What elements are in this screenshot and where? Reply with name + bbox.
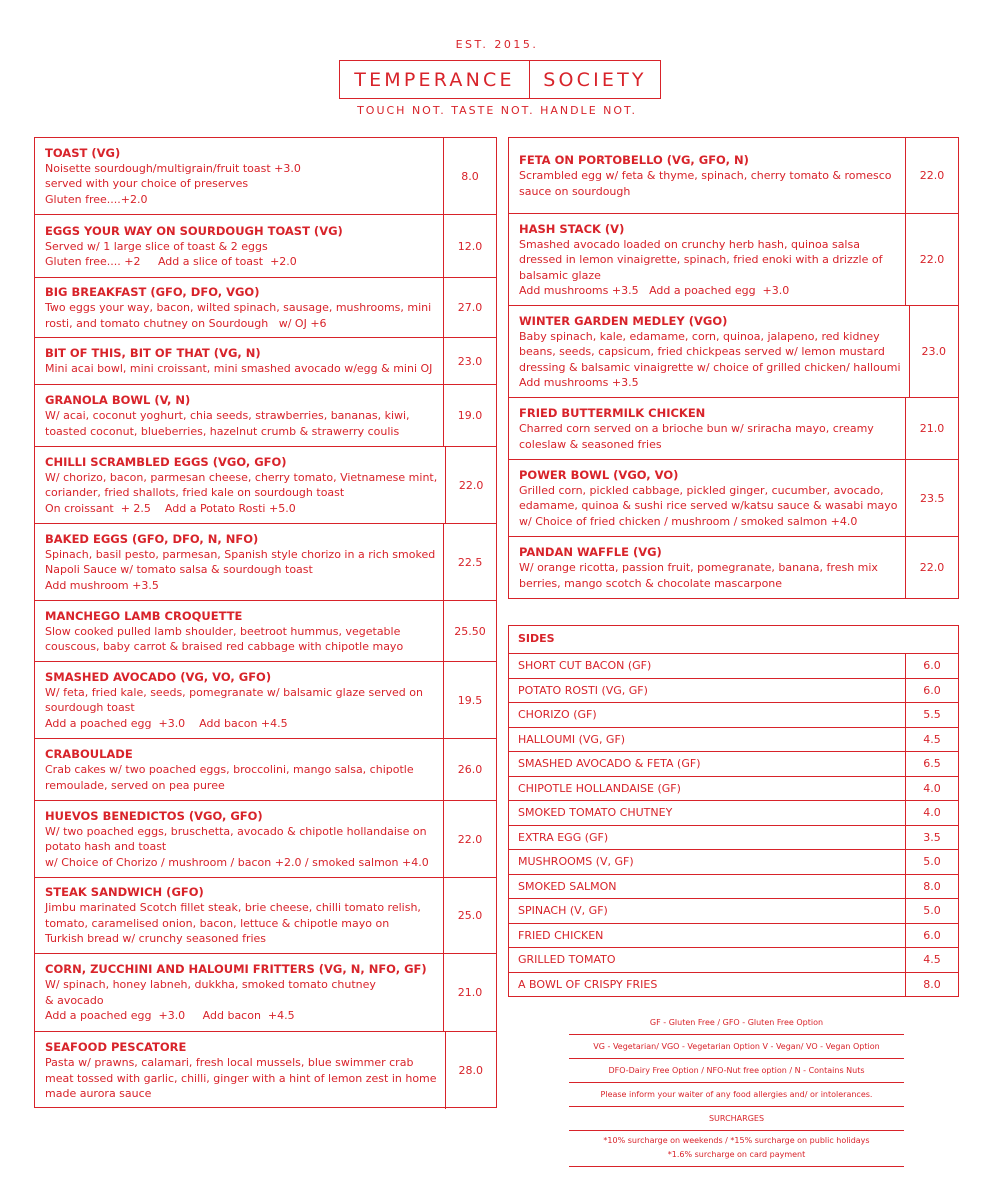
- menu-item-description: [509, 537, 906, 598]
- menu-item: [509, 138, 958, 214]
- menu-item: [509, 306, 958, 398]
- menu-item-detail: dressed in lemon vinaigrette, spinach, fried enoki with a drizzle of: [519, 253, 883, 266]
- menu-item-description: [35, 524, 444, 600]
- menu-item: [509, 460, 958, 537]
- side-item-price: 4.5: [923, 953, 941, 967]
- menu-item-detail: Baby spinach, kale, edamame, corn, quinoa, jalapeno, red kidney: [519, 329, 880, 343]
- side-item-price: 5.0: [923, 904, 941, 918]
- menu-item-description: [35, 601, 444, 661]
- menu-item-description: [509, 306, 910, 397]
- menu-item-description: [35, 739, 444, 800]
- menu-item-title: CHILLI SCRAMBLED EGGS (VGO, GFO): [45, 454, 287, 469]
- menu-item-detail: made aurora sauce: [45, 1087, 152, 1101]
- menu-item-detail: Pasta w/ prawns, calamari, fresh local mussels, blue swimmer crab: [45, 1056, 414, 1070]
- menu-item-detail: Add mushrooms +3.5 Add a poached egg +3.0: [519, 284, 790, 297]
- menu-item-detail: Charred corn served on a brioche bun w/ sriracha mayo, creamy: [519, 422, 874, 435]
- surcharge-card: *1.6% surcharge on card payment: [667, 1150, 806, 1159]
- menu-item: [35, 385, 496, 447]
- surcharges-heading: SURCHARGES: [569, 1107, 904, 1131]
- menu-item-detail: meat tossed with garlic, chilli, ginger with a hint of lemon zest in home: [45, 1071, 437, 1085]
- menu-item: [35, 447, 496, 524]
- menu-item-detail: W/ orange ricotta, passion fruit, pomegranate, banana, fresh mix: [519, 561, 878, 574]
- menu-item-price: 22.0: [458, 478, 484, 492]
- menu-item-price: 23.5: [919, 491, 945, 505]
- side-item: [509, 826, 958, 851]
- menu-item-detail: Mini acai bowl, mini croissant, mini smashed avocado w/egg & mini OJ: [45, 362, 433, 376]
- side-item-price: 8.0: [923, 879, 941, 893]
- side-item: [509, 875, 958, 900]
- menu-item-price: 23.0: [457, 354, 483, 368]
- menu-item-description: [35, 385, 444, 446]
- menu-item-price: 19.5: [457, 693, 483, 707]
- side-item: [509, 948, 958, 973]
- side-item-name: GRILLED TOMATO: [509, 948, 906, 972]
- menu-item-title: STEAK SANDWICH (GFO): [45, 885, 204, 900]
- legend-vegetarian: VG - Vegetarian/ VGO - Vegetarian Option V - Vegan/ VO - Vegan Option: [569, 1035, 904, 1059]
- menu-item-detail: Scrambled egg w/ feta & thyme, spinach, cherry tomato & romesco: [519, 169, 892, 182]
- menu-item-title: MANCHEGO LAMB CROQUETTE: [45, 608, 243, 623]
- menu-item-title: BAKED EGGS (GFO, DFO, N, NFO): [45, 531, 259, 546]
- menu-item-detail: Crab cakes w/ two poached eggs, broccolini, mango salsa, chipotle: [45, 763, 414, 776]
- menu-item-detail: Noisette sourdough/multigrain/fruit toast +3.0: [45, 161, 301, 175]
- menu-item-price: 22.0: [919, 169, 945, 182]
- menu-item-detail: sauce on sourdough: [519, 184, 631, 198]
- side-item-name: MUSHROOMS (V, GF): [509, 850, 906, 874]
- side-item-name: SHORT CUT BACON (GF): [509, 654, 906, 678]
- side-item: [509, 850, 958, 875]
- menu-item-detail: W/ spinach, honey labneh, dukkha, smoked tomato chutney: [45, 978, 376, 992]
- menu-item: [35, 1032, 496, 1109]
- menu-item-description: [509, 398, 906, 459]
- menu-item: [509, 398, 958, 460]
- menu-item-description: [35, 138, 444, 214]
- menu-item-title: HUEVOS BENEDICTOS (VGO, GFO): [45, 808, 263, 823]
- menu-item-price: 8.0: [461, 169, 479, 183]
- side-item-price: 4.0: [923, 806, 941, 820]
- side-item: [509, 777, 958, 802]
- menu-item: [509, 214, 958, 306]
- sides-table: [508, 625, 959, 997]
- legend-gluten: GF - Gluten Free / GFO - Gluten Free Option: [569, 1011, 904, 1035]
- legend-allergy-notice: Please inform your waiter of any food allergies and/ or intolerances.: [569, 1083, 904, 1107]
- menu-item-description: [509, 460, 906, 536]
- brand-tagline: TOUCH NOT. TASTE NOT. HANDLE NOT.: [357, 104, 637, 117]
- menu-column-left: [34, 137, 497, 1108]
- menu-item: [35, 954, 496, 1032]
- menu-item-title: POWER BOWL (VGO, VO): [519, 467, 679, 482]
- menu-item-detail: beans, seeds, capsicum, fried chickpeas served w/ lemon mustard: [519, 345, 885, 358]
- side-item: [509, 973, 958, 997]
- menu-item-detail: & avocado: [45, 993, 104, 1007]
- menu-item: [35, 215, 496, 278]
- menu-item-detail: W/ chorizo, bacon, parmesan cheese, cherry tomato, Vietnamese mint,: [45, 470, 438, 484]
- menu-item-detail: Add mushroom +3.5: [45, 578, 159, 592]
- menu-item-detail: Served w/ 1 large slice of toast & 2 eggs: [45, 239, 268, 253]
- side-item: [509, 679, 958, 704]
- side-item-name: SMOKED SALMON: [509, 875, 906, 899]
- side-item: [509, 703, 958, 728]
- menu-item-detail: balsamic glaze: [519, 268, 601, 282]
- menu-item-title: HASH STACK (V): [519, 221, 625, 236]
- menu-item-detail: tomato, caramelised onion, bacon, lettuce & chipotle mayo on: [45, 916, 390, 930]
- brand-logo: [339, 60, 661, 99]
- menu-item-price: 23.0: [921, 345, 947, 358]
- side-item-name: EXTRA EGG (GF): [509, 826, 906, 850]
- menu-header: [0, 0, 994, 130]
- surcharges-details: [569, 1131, 904, 1167]
- menu-item-title: CRABOULADE: [45, 747, 133, 761]
- side-item-price: 6.0: [923, 659, 941, 673]
- side-item-name: SMASHED AVOCADO & FETA (GF): [509, 752, 906, 776]
- menu-item-price: 19.0: [457, 409, 483, 422]
- menu-item: [509, 537, 958, 598]
- menu-item-description: [509, 138, 906, 213]
- side-item: [509, 654, 958, 679]
- menu-item-detail: dressing & balsamic vinaigrette w/ choice of grilled chicken/ halloumi: [519, 360, 901, 374]
- menu-item-detail: Add a poached egg +3.0 Add bacon +4.5: [45, 1009, 295, 1023]
- menu-item-detail: W/ acai, coconut yoghurt, chia seeds, strawberries, bananas, kiwi,: [45, 409, 410, 422]
- legend-dairy-nuts: DFO-Dairy Free Option / NFO-Nut free option / N - Contains Nuts: [569, 1059, 904, 1083]
- menu-item-detail: berries, mango scotch & chocolate mascarpone: [519, 576, 783, 590]
- menu-item-title: WINTER GARDEN MEDLEY (VGO): [519, 313, 728, 328]
- side-item-price: 4.0: [923, 781, 941, 795]
- menu-item: [35, 138, 496, 215]
- menu-item: [35, 338, 496, 385]
- brand-name-right: SOCIETY: [543, 68, 647, 91]
- menu-item-price: 12.0: [457, 239, 483, 253]
- menu-item-description: [35, 954, 444, 1031]
- side-item: [509, 752, 958, 777]
- menu-item-detail: w/ Choice of Chorizo / mushroom / bacon +2.0 / smoked salmon +4.0: [45, 855, 429, 869]
- menu-item-detail: Smashed avocado loaded on crunchy herb hash, quinoa salsa: [519, 237, 860, 251]
- menu-item-title: GRANOLA BOWL (V, N): [45, 393, 191, 407]
- menu-item-description: [35, 447, 446, 523]
- menu-item-detail: Turkish bread w/ crunchy seasoned fries: [45, 932, 267, 946]
- menu-item-price: 28.0: [458, 1064, 484, 1077]
- menu-item-price: 22.0: [919, 561, 945, 574]
- side-item-name: SPINACH (V, GF): [509, 899, 906, 923]
- side-item-price: 5.5: [923, 708, 941, 722]
- menu-item-price: 22.0: [919, 253, 945, 266]
- side-item-name: SMOKED TOMATO CHUTNEY: [509, 801, 906, 825]
- side-item-name: A BOWL OF CRISPY FRIES: [509, 973, 906, 997]
- surcharge-weekend-holiday: *10% surcharge on weekends / *15% surcharge on public holidays: [603, 1136, 870, 1145]
- side-item-price: 6.0: [923, 683, 941, 697]
- menu-item-title: FETA ON PORTOBELLO (VG, GFO, N): [519, 153, 749, 167]
- sides-heading: SIDES: [509, 626, 958, 654]
- side-item-price: 4.5: [923, 732, 941, 746]
- side-item: [509, 899, 958, 924]
- menu-item-detail: W/ feta, fried kale, seeds, pomegranate w/ balsamic glaze served on: [45, 685, 423, 699]
- side-item-price: 5.0: [923, 855, 941, 869]
- menu-item-title: FRIED BUTTERMILK CHICKEN: [519, 406, 706, 420]
- menu-item-detail: Grilled corn, pickled cabbage, pickled ginger, cucumber, avocado,: [519, 483, 884, 497]
- menu-item: [35, 524, 496, 601]
- menu-item-price: 21.0: [919, 422, 945, 435]
- menu-item-description: [35, 878, 444, 953]
- menu-item-detail: served with your choice of preserves: [45, 177, 249, 191]
- menu-item-detail: On croissant + 2.5 Add a Potato Rosti +5.0: [45, 501, 296, 515]
- menu-item-title: CORN, ZUCCHINI AND HALOUMI FRITTERS (VG, N, NFO, GF): [45, 962, 427, 977]
- side-item-name: POTATO ROSTI (VG, GF): [509, 679, 906, 703]
- side-item: [509, 924, 958, 949]
- menu-item: [35, 278, 496, 338]
- brand-name-left: TEMPERANCE: [340, 61, 530, 98]
- menu-item-price: 25.0: [457, 909, 483, 922]
- menu-item-title: SMASHED AVOCADO (VG, VO, GFO): [45, 669, 272, 684]
- menu-item: [35, 878, 496, 954]
- menu-item-price: 22.5: [457, 555, 483, 569]
- menu-item-description: [35, 1032, 446, 1109]
- menu-item-detail: couscous, baby carrot & braised red cabbage with chipotle mayo: [45, 640, 404, 653]
- menu-item-title: SEAFOOD PESCATORE: [45, 1040, 187, 1055]
- menu-item-description: [35, 801, 444, 877]
- menu-item-description: [509, 214, 906, 305]
- menu-item-detail: edamame, quinoa & sushi rice served w/katsu sauce & wasabi mayo: [519, 499, 898, 513]
- side-item-name: CHIPOTLE HOLLANDAISE (GF): [509, 777, 906, 801]
- menu-item-description: [35, 278, 444, 337]
- menu-item-detail: W/ two poached eggs, bruschetta, avocado & chipotle hollandaise on: [45, 824, 427, 838]
- side-item-name: FRIED CHICKEN: [509, 924, 906, 948]
- menu-item-price: 27.0: [457, 301, 483, 314]
- menu-item-detail: Napoli Sauce w/ tomato salsa & sourdough toast: [45, 563, 313, 577]
- menu-item-detail: potato hash and toast: [45, 840, 167, 854]
- menu-item-description: [35, 215, 444, 277]
- menu-item-description: [35, 662, 444, 738]
- menu-item-title: EGGS YOUR WAY ON SOURDOUGH TOAST (VG): [45, 223, 343, 238]
- menu-item-title: PANDAN WAFFLE (VG): [519, 545, 662, 559]
- menu-item-detail: Add a poached egg +3.0 Add bacon +4.5: [45, 716, 288, 730]
- side-item-price: 6.5: [923, 757, 941, 771]
- side-item: [509, 801, 958, 826]
- menu-item-detail: Jimbu marinated Scotch fillet steak, brie cheese, chilli tomato relish,: [45, 901, 421, 915]
- menu-item-detail: Two eggs your way, bacon, wilted spinach, sausage, mushrooms, mini: [45, 301, 432, 314]
- menu-item: [35, 801, 496, 878]
- menu-item-detail: w/ Choice of fried chicken / mushroom / smoked salmon +4.0: [519, 514, 858, 528]
- menu-item-detail: Gluten free.... +2 Add a slice of toast +2.0: [45, 255, 297, 268]
- menu-item-detail: coleslaw & seasoned fries: [519, 437, 662, 451]
- menu-item-detail: Spinach, basil pesto, parmesan, Spanish style chorizo in a rich smoked: [45, 547, 436, 561]
- menu-item: [35, 662, 496, 739]
- side-item-price: 6.0: [923, 928, 941, 942]
- side-item-price: 3.5: [923, 830, 941, 844]
- menu-item-detail: Slow cooked pulled lamb shoulder, beetroot hummus, vegetable: [45, 624, 401, 638]
- menu-item-detail: rosti, and tomato chutney on Sourdough w/ OJ +6: [45, 316, 327, 330]
- menu-item-detail: toasted coconut, blueberries, hazelnut crumb & strawerry coulis: [45, 424, 400, 438]
- menu-item-detail: remoulade, served on pea puree: [45, 778, 225, 792]
- menu-item-detail: Add mushrooms +3.5: [519, 376, 639, 389]
- menu-item-title: TOAST (VG): [45, 145, 121, 160]
- menu-item-price: 21.0: [457, 986, 483, 999]
- menu-item-price: 22.0: [457, 832, 483, 846]
- established-year: EST. 2015.: [455, 38, 539, 51]
- menu-item-detail: sourdough toast: [45, 701, 135, 715]
- dietary-legend: [569, 1011, 904, 1167]
- menu-item-detail: coriander, fried shallots, fried kale on sourdough toast: [45, 486, 345, 500]
- menu-item: [35, 739, 496, 801]
- side-item-price: 8.0: [923, 977, 941, 991]
- menu-item-description: [35, 338, 444, 384]
- menu-column-right: [508, 137, 959, 599]
- menu-item-price: 25.50: [454, 624, 486, 638]
- menu-item-price: 26.0: [457, 763, 483, 776]
- menu-item-title: BIT OF THIS, BIT OF THAT (VG, N): [45, 346, 261, 361]
- menu-item: [35, 601, 496, 662]
- side-item-name: CHORIZO (GF): [509, 703, 906, 727]
- side-item-name: HALLOUMI (VG, GF): [509, 728, 906, 752]
- menu-item-detail: Gluten free....+2.0: [45, 192, 148, 206]
- side-item: [509, 728, 958, 753]
- menu-item-title: BIG BREAKFAST (GFO, DFO, VGO): [45, 285, 260, 299]
